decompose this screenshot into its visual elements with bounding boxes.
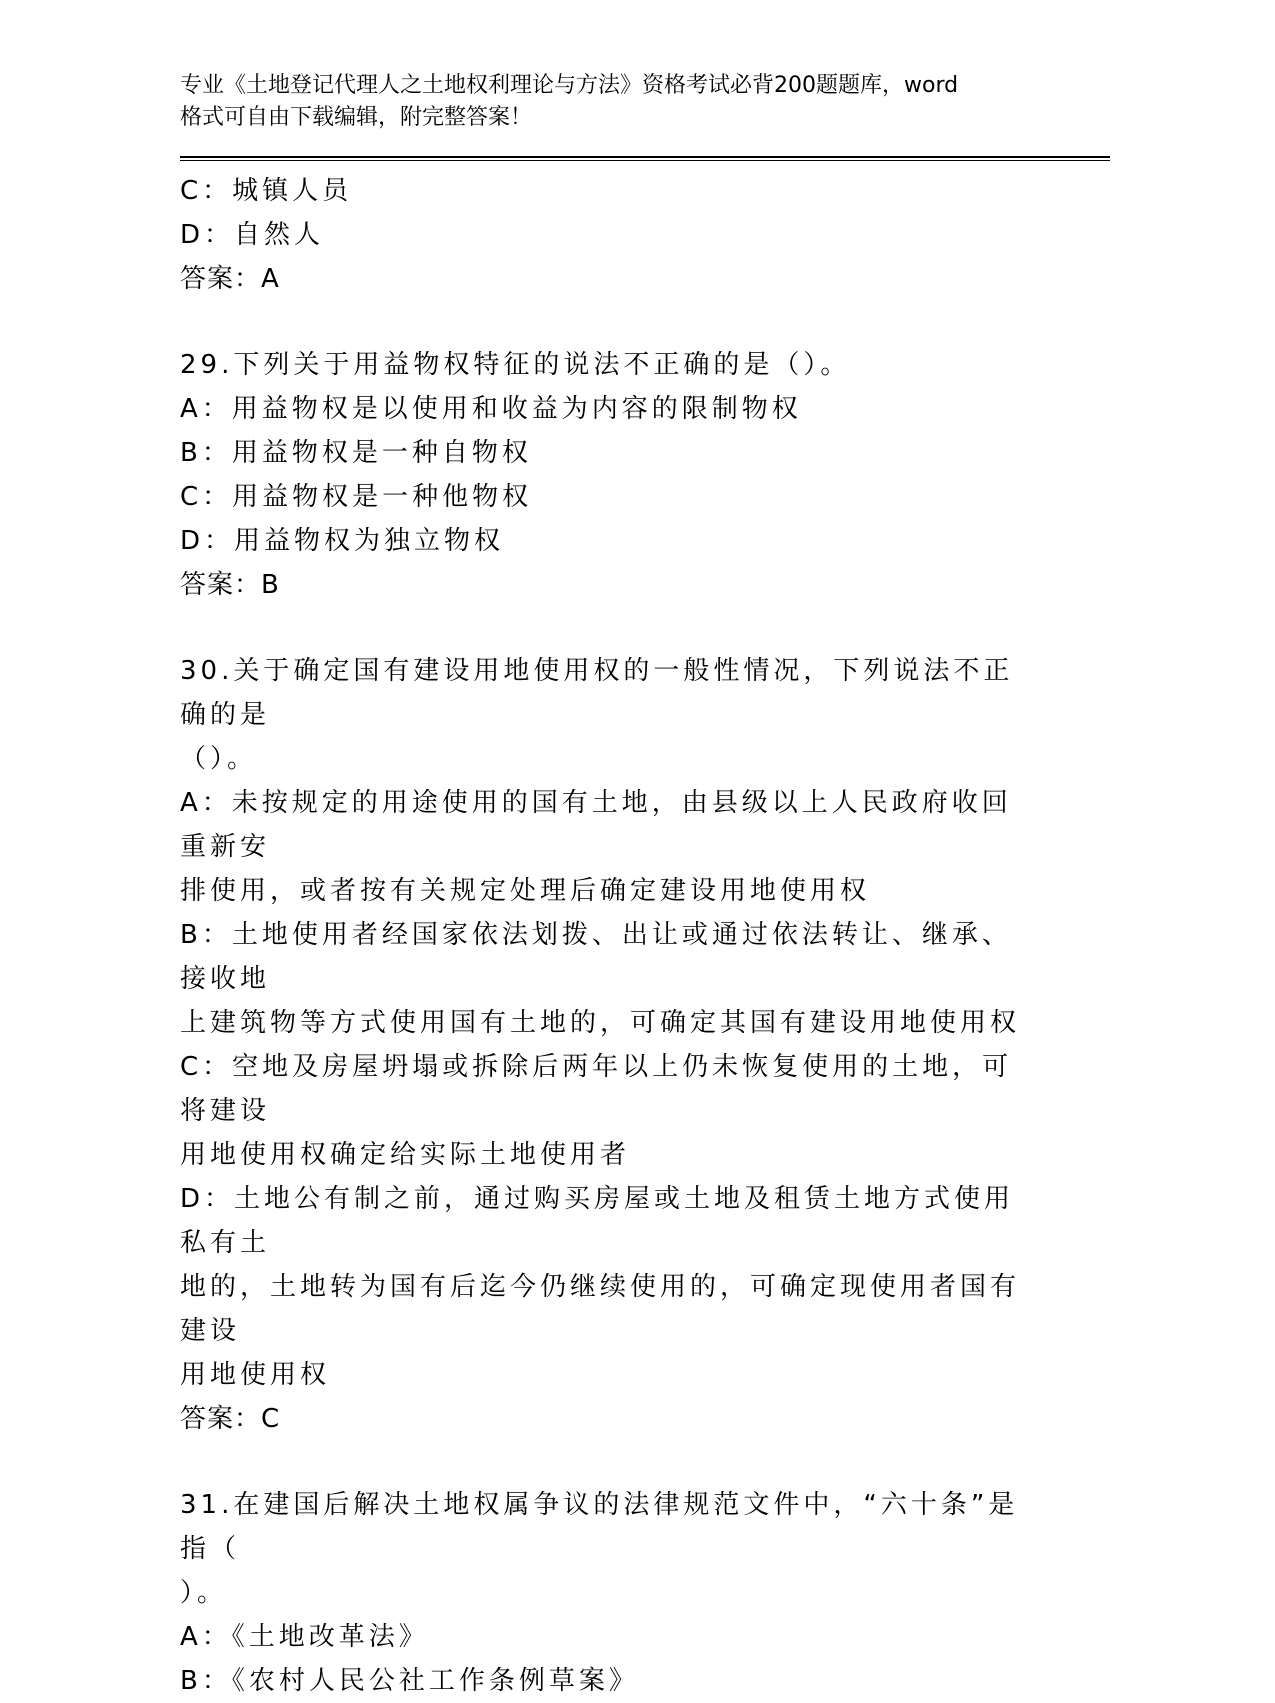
option-a-line-1: A：未按规定的用途使用的国有土地，由县级以上人民政府收回重新安 [180, 788, 1012, 862]
question-29 [180, 343, 1040, 607]
option-c-line-1: C：空地及房屋坍塌或拆除后两年以上仍未恢复使用的土地，可将建设 [180, 1052, 1013, 1126]
question-28 [180, 169, 1040, 301]
option-d: D：用益物权为独立物权 [180, 526, 505, 556]
header-title-line-1: 专业《土地登记代理人之土地权利理论与方法》资格考试必背200题题库，word [180, 73, 959, 98]
option-d-line-1: D：土地公有制之前，通过购买房屋或土地及租赁土地方式使用私有土 [180, 1184, 1015, 1258]
spacer [180, 607, 1040, 649]
question-text-line-1: 30.关于确定国有建设用地使用权的一般性情况，下列说法不正确的是 [180, 656, 1014, 730]
spacer [180, 301, 1040, 343]
option-b-line-1: B：土地使用者经国家依法划拨、出让或通过依法转让、继承、接收地 [180, 920, 1012, 994]
option-b: B：《农村人民公社工作条例草案》 [180, 1666, 639, 1696]
option-d-line-3: 用地使用权 [180, 1360, 331, 1390]
option-a: A：《土地改革法》 [180, 1622, 429, 1652]
option-b-line-2: 上建筑物等方式使用国有土地的，可确定其国有建设用地使用权 [180, 1008, 1021, 1038]
option-d-line-2: 地的，土地转为国有后迄今仍继续使用的，可确定现使用者国有建设 [180, 1272, 1021, 1346]
question-list [180, 169, 1040, 1703]
document-header [180, 70, 1040, 134]
question-text-line-2: （）。 [180, 744, 258, 774]
question-31 [180, 1483, 1040, 1703]
header-title-line-2: 格式可自由下载编辑，附完整答案！ [180, 105, 533, 130]
option-a-line-2: 排使用，或者按有关规定处理后确定建设用地使用权 [180, 876, 871, 906]
document-page [180, 70, 1110, 1703]
option-d: D：自然人 [180, 220, 325, 250]
option-a: A：用益物权是以使用和收益为内容的限制物权 [180, 394, 802, 424]
question-text-line-1: 31.在建国后解决土地权属争议的法律规范文件中，“六十条”是指（ [180, 1490, 1019, 1564]
answer: 答案：B [180, 570, 280, 600]
answer: 答案：C [180, 1404, 281, 1434]
option-c-line-2: 用地使用权确定给实际土地使用者 [180, 1140, 631, 1170]
question-30 [180, 649, 1040, 1441]
option-c: C：城镇人员 [180, 176, 353, 206]
option-b: B：用益物权是一种自物权 [180, 438, 532, 468]
option-c: C：用益物权是一种他物权 [180, 482, 533, 512]
question-text-line-2: ）。 [180, 1578, 228, 1608]
header-divider [180, 156, 1110, 161]
answer: 答案：A [180, 264, 280, 294]
spacer [180, 1441, 1040, 1483]
question-text: 29.下列关于用益物权特征的说法不正确的是（）。 [180, 350, 851, 380]
